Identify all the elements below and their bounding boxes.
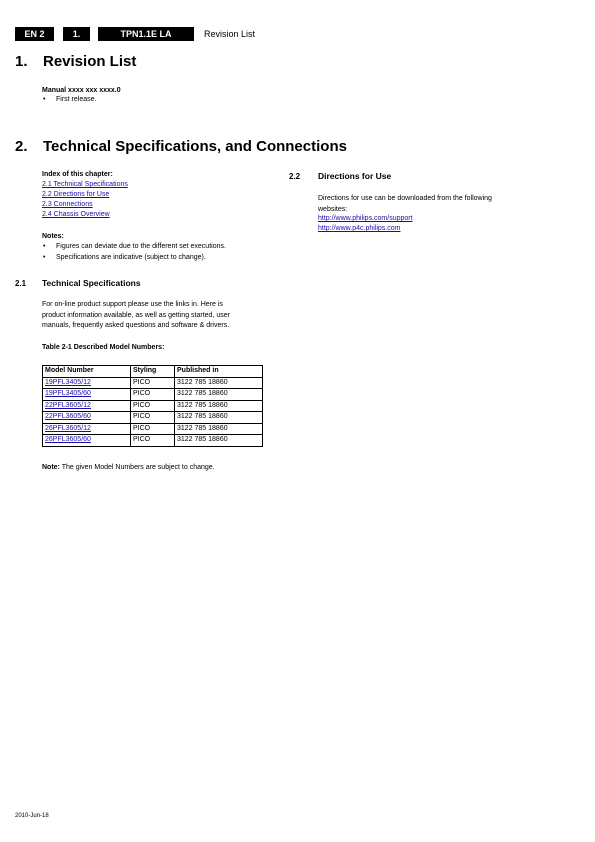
table-cell: 3122 785 18860 [175,400,263,412]
model-note [42,463,215,474]
index-link-directions-for-use[interactable]: 2.2 Directions for Use [42,191,110,198]
page-code-badge: EN 2 [15,27,54,41]
table-row [43,389,263,401]
index-link-chassis-overview[interactable]: 2.4 Chassis Overview [42,211,110,218]
directions-paragraph [318,194,492,215]
online-support-paragraph [42,300,230,332]
model-link[interactable]: 22PFL3605/12 [45,401,91,409]
paragraph-line: manuals, frequently asked questions and software & drivers. [42,322,230,329]
support-links [318,214,413,234]
table-cell: 3122 785 18860 [175,389,263,401]
paragraph-line: websites: [318,205,348,213]
model-link[interactable]: 22PFL3605/60 [45,413,91,420]
section-2-2-number: 2.2 [289,172,301,181]
table-cell: 3122 785 18860 [175,377,263,389]
model-numbers-table [42,365,263,447]
table-cell: PICO [131,423,175,435]
revision-bullets [42,95,96,106]
table-row [43,377,263,389]
section-2-title: Technical Specifications, and Connections [43,138,347,155]
col-header-styling: Styling [131,366,175,378]
index-link-connections[interactable]: 2.3 Connections [42,201,93,208]
list-item: • Specifications are indicative (subject to change). [42,253,226,264]
table-row [43,400,263,412]
table-header-row [43,366,263,378]
manual-label: Manual xxxx xxx xxxx.0 [42,87,121,94]
section-2-2-title: Directions for Use [318,171,392,181]
section-2-1-title: Technical Specifications [42,278,141,288]
model-link[interactable]: 19PFL3405/60 [45,390,91,397]
p4c-philips-link[interactable]: http://www.p4c.philips.com [318,225,401,232]
note-label: Note: [42,464,60,471]
table-cell: PICO [131,412,175,424]
paragraph-line: Directions for use can be downloaded from the following [318,195,492,202]
table-row [43,412,263,424]
table-cell: PICO [131,400,175,412]
section-2-1-number: 2.1 [15,279,27,288]
model-link[interactable]: 26PFL3605/12 [45,424,91,432]
model-link[interactable]: 19PFL3405/12 [45,378,91,386]
table-cell: PICO [131,389,175,401]
col-header-model-number: Model Number [43,366,131,378]
table-cell: PICO [131,435,175,447]
index-link-technical-specifications[interactable]: 2.1 Technical Specifications [42,181,128,188]
paragraph-line: product information available, as well as getting started, user [42,311,230,319]
col-header-published-in: Published in [175,366,263,378]
index-label: Index of this chapter: [42,171,113,178]
table-cell: PICO [131,377,175,389]
table-cell: 3122 785 18860 [175,423,263,435]
philips-support-link[interactable]: http://www.philips.com/support [318,215,413,222]
note-text: The given Model Numbers are subject to change. [59,464,215,471]
table-caption: Table 2-1 Described Model Numbers: [42,344,165,351]
table-row [43,435,263,447]
notes-label: Notes: [42,233,64,240]
paragraph-line: For on-line product support please use the links in. Here is [42,301,223,308]
list-item: • Figures can deviate due to the different set executions. [42,242,226,253]
section-1-title: Revision List [43,53,137,70]
model-badge: TPN1.1E LA [98,27,194,41]
table-row [43,423,263,435]
footer-date: 2010-Jun-18 [15,813,49,819]
section-2-number: 2. [15,138,28,155]
notes-list [42,242,226,263]
chapter-number-badge: 1. [63,27,90,41]
table-cell: 3122 785 18860 [175,435,263,447]
list-item: • First release. [42,95,96,106]
chapter-index [42,180,128,220]
section-1-number: 1. [15,53,28,70]
model-link[interactable]: 26PFL3605/60 [45,436,91,443]
header-section-title: Revision List [204,29,256,39]
table-cell: 3122 785 18860 [175,412,263,424]
